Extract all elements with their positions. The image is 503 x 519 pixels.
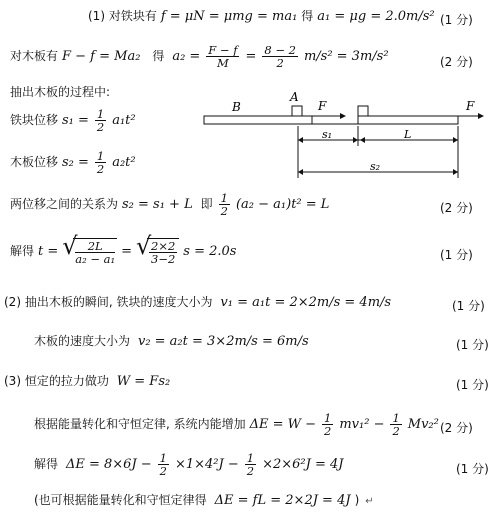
board-lhs: a₂ = bbox=[172, 49, 201, 65]
board-disp-line bbox=[10, 150, 136, 175]
board-disp-tail: a₂t² bbox=[112, 155, 136, 171]
part2-line bbox=[4, 296, 391, 309]
board-left bbox=[204, 116, 312, 124]
solve-t-lhs: t = bbox=[38, 244, 59, 260]
sqrt-1 bbox=[62, 238, 117, 265]
solve-t-r1-den: a₂ − a₁ bbox=[75, 252, 116, 267]
relation-score: (2 分) bbox=[440, 201, 473, 215]
board-frac-2 bbox=[262, 44, 298, 69]
label-s2: s₂ bbox=[370, 160, 381, 173]
solve-e-t1: ×1×4²J − bbox=[174, 457, 239, 473]
relation-tail: (a₂ − a₁)t² = L bbox=[235, 197, 330, 213]
relation-eq: s₂ = s₁ + L bbox=[122, 197, 193, 213]
part1-line bbox=[88, 10, 435, 23]
solve-t-frac-1 bbox=[75, 240, 115, 265]
label-A: A bbox=[290, 90, 299, 104]
solve-e-n1: 1 bbox=[159, 451, 167, 465]
iron-disp-line bbox=[10, 108, 136, 133]
part1-label: (1) 对铁块有 bbox=[88, 9, 157, 23]
part2-label: (2) 抽出木板的瞬间, 铁块的速度大小为 bbox=[4, 295, 213, 309]
iron-disp-tail: a₁t² bbox=[112, 113, 136, 129]
board-frac-2-den: 2 bbox=[276, 56, 284, 71]
energy-n2: 1 bbox=[392, 411, 400, 425]
energy-line bbox=[34, 412, 439, 437]
label-s1: s₁ bbox=[322, 128, 333, 141]
solve-t-score: (1 分) bbox=[440, 248, 473, 262]
block-A-final bbox=[358, 106, 368, 116]
solve-e-score: (1 分) bbox=[456, 462, 489, 476]
alt-label: (也可根据能量转化和守恒定律得 bbox=[34, 493, 207, 507]
alt-eq: ΔE = fL = 2×2J = 4J bbox=[214, 493, 351, 508]
solve-t-eqsign: = bbox=[121, 244, 133, 260]
relation-den: 2 bbox=[220, 204, 228, 219]
board-speed-score: (1 分) bbox=[456, 338, 489, 352]
solve-t-frac-2 bbox=[149, 240, 177, 265]
board-speed-line bbox=[34, 335, 309, 348]
board-tail: m/s² = 3m/s² bbox=[303, 49, 389, 65]
iron-disp-lhs: s₁ = bbox=[62, 113, 89, 129]
board-frac-1 bbox=[206, 44, 239, 69]
solve-t-label: 解得 bbox=[10, 244, 35, 259]
relation-frac bbox=[219, 192, 230, 217]
energy-t1: mv₁² − bbox=[339, 417, 385, 433]
energy-d2: 2 bbox=[392, 424, 400, 439]
part3-label: (3) 恒定的拉力做功 bbox=[4, 374, 109, 388]
solve-e-d2: 2 bbox=[246, 464, 255, 479]
energy-n1: 1 bbox=[324, 411, 332, 425]
relation-then: 即 bbox=[200, 197, 213, 212]
part1-eq-b: a₁ = μg = 2.0m/s² bbox=[317, 9, 435, 24]
board-disp-num: 1 bbox=[96, 149, 105, 163]
energy-label: 根据能量转化和守恒定律, 系统内能增加 bbox=[34, 417, 246, 432]
solve-e-n2: 1 bbox=[246, 451, 255, 465]
return-mark: ↵ bbox=[365, 496, 374, 507]
board-frac-2-num: 8 − 2 bbox=[264, 43, 296, 57]
board-right bbox=[358, 116, 458, 124]
solve-e-d1: 2 bbox=[159, 464, 167, 479]
solve-t-tail: s = 2.0s bbox=[183, 244, 237, 260]
part3-line bbox=[4, 375, 170, 388]
arrow-F1-head bbox=[340, 113, 346, 119]
iron-disp-num: 1 bbox=[96, 107, 105, 121]
part1-eq-a: f = μN = μmg = ma₁ bbox=[160, 9, 298, 24]
relation-label: 两位移之间的关系为 bbox=[10, 197, 119, 212]
block-A bbox=[292, 106, 302, 116]
iron-disp-frac bbox=[95, 108, 106, 133]
board-frac-1-num: F − f bbox=[208, 43, 238, 57]
part1-score: (1 分) bbox=[440, 13, 473, 27]
label-L: L bbox=[404, 128, 412, 141]
solve-t-r2-den: 3−2 bbox=[151, 252, 176, 267]
sqrt-2 bbox=[136, 238, 179, 265]
board-speed-eq: v₂ = a₂t = 3×2m/s = 6m/s bbox=[137, 334, 309, 349]
board-disp-lhs: s₂ = bbox=[62, 155, 89, 171]
board-eqsign: = bbox=[245, 49, 257, 65]
solve-e-t2: ×2×6²J = 4J bbox=[262, 457, 344, 473]
solve-e-label: 解得 bbox=[34, 457, 59, 472]
relation-line bbox=[10, 192, 329, 217]
board-force-line bbox=[10, 44, 389, 69]
process-heading: 抽出木板的过程中: bbox=[10, 85, 111, 99]
label-B: B bbox=[232, 100, 241, 114]
solve-t-r1-num: √ 2L bbox=[75, 240, 115, 253]
energy-lhs: ΔE = W − bbox=[249, 417, 317, 433]
solve-e-line bbox=[34, 452, 343, 477]
board-frac-1-den: M bbox=[217, 56, 229, 71]
solve-e-frac-2 bbox=[245, 452, 256, 477]
part2-score: (1 分) bbox=[452, 299, 485, 313]
alt-close: ) bbox=[354, 493, 360, 507]
energy-d1: 2 bbox=[324, 424, 332, 439]
energy-frac-1 bbox=[322, 412, 333, 437]
part2-eq: v₁ = a₁t = 2×2m/s = 4m/s bbox=[220, 295, 392, 310]
energy-t2: Mv₂² bbox=[407, 417, 439, 433]
board-label: 对木板有 bbox=[10, 49, 59, 64]
motion-figure bbox=[198, 86, 488, 186]
relation-num: 1 bbox=[220, 191, 228, 205]
alt-line bbox=[34, 494, 374, 507]
energy-frac-2 bbox=[390, 412, 401, 437]
board-score: (2 分) bbox=[440, 55, 473, 69]
board-disp-frac bbox=[95, 150, 106, 175]
iron-disp-label: 铁块位移 bbox=[10, 113, 59, 128]
board-then: 得 bbox=[152, 49, 165, 64]
solve-t-line bbox=[10, 238, 236, 265]
board-eq: F − f = Ma₂ bbox=[62, 49, 141, 65]
part3-score: (1 分) bbox=[456, 378, 489, 392]
solve-t-r2-num: √ 2×2 bbox=[151, 239, 176, 253]
arrow-F2-head bbox=[478, 113, 484, 119]
board-disp-den: 2 bbox=[96, 162, 105, 177]
label-F1: F bbox=[318, 99, 327, 113]
solve-e-lhs: ΔE = 8×6J − bbox=[65, 457, 152, 473]
label-F2: F bbox=[466, 99, 475, 113]
energy-score: (2 分) bbox=[440, 421, 473, 435]
solve-e-frac-1 bbox=[158, 452, 169, 477]
board-disp-label: 木板位移 bbox=[10, 155, 59, 170]
part1-then: 得 bbox=[301, 9, 314, 23]
part3-eq: W = Fs₂ bbox=[116, 374, 171, 389]
iron-disp-den: 2 bbox=[96, 120, 105, 135]
board-speed-label: 木板的速度大小为 bbox=[34, 334, 131, 348]
